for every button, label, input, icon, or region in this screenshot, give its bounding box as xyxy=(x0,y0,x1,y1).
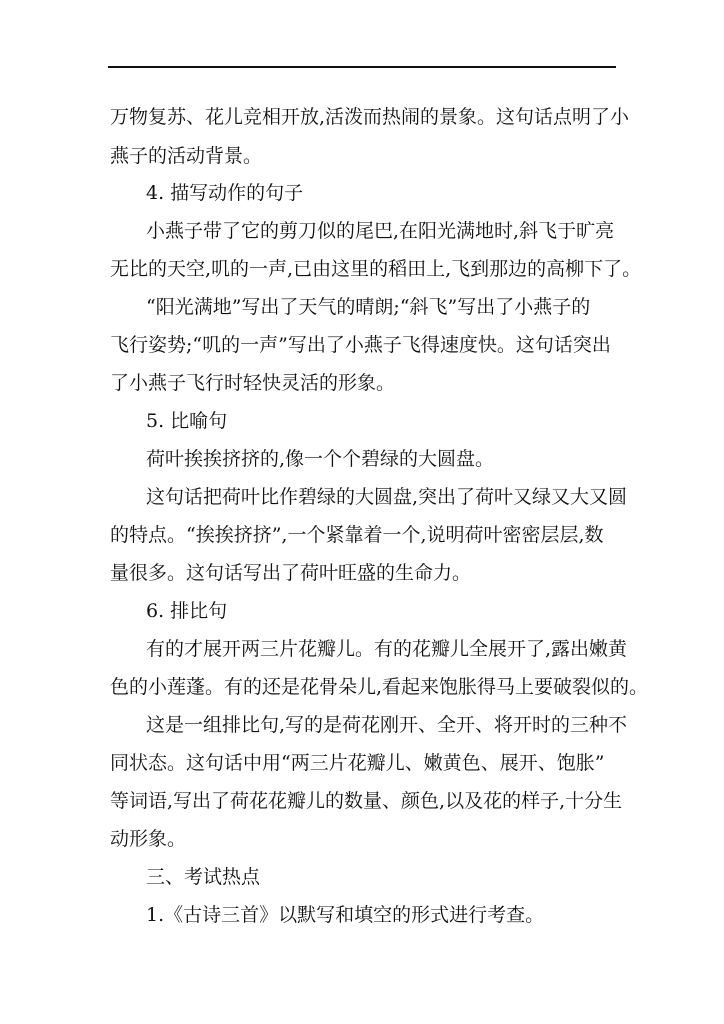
text-line: 了小燕子飞行时轻快灵活的形象。 xyxy=(110,372,396,394)
header-rule xyxy=(108,66,616,68)
text-line: 这句话把荷叶比作碧绿的大圆盘,突出了荷叶又绿又大又圆 xyxy=(146,486,628,508)
text-line: 这是一组排比句,写的是荷花刚开、全开、将开时的三种不 xyxy=(146,714,628,736)
text-line: 同状态。这句话中用“两三片花瓣儿、嫩黄色、展开、饱胀” xyxy=(110,752,605,774)
text-line: 有的才展开两三片花瓣儿。有的花瓣儿全展开了,露出嫩黄 xyxy=(146,638,628,660)
text-line: 荷叶挨挨挤挤的,像一个个碧绿的大圆盘。 xyxy=(146,448,495,470)
text-line: 飞行姿势;“叽的一声”写出了小燕子飞得速度快。这句话突出 xyxy=(110,334,611,356)
text-line: 1.《古诗三首》以默写和填空的形式进行考查。 xyxy=(146,904,545,926)
text-line: 量很多。这句话写出了荷叶旺盛的生命力。 xyxy=(110,562,472,584)
text-line: 等词语,写出了荷花花瓣儿的数量、颜色,以及花的样子,十分生 xyxy=(110,790,623,812)
text-line: 的特点。“挨挨挤挤”,一个紧靠着一个,说明荷叶密密层层,数 xyxy=(110,524,604,546)
text-line: 万物复苏、花儿竞相开放,活泼而热闹的景象。这句话点明了小 xyxy=(110,106,630,128)
text-line: 小燕子带了它的剪刀似的尾巴,在阳光满地时,斜飞于旷亮 xyxy=(146,220,615,242)
section-heading: 6. 排比句 xyxy=(146,600,228,622)
section-heading: 三、考试热点 xyxy=(146,866,261,888)
text-line: 无比的天空,叽的一声,已由这里的稻田上,飞到那边的高柳下了。 xyxy=(110,258,642,280)
text-line: 动形象。 xyxy=(110,828,187,850)
text-line: 色的小莲蓬。有的还是花骨朵儿,看起来饱胀得马上要破裂似的。 xyxy=(110,676,649,698)
section-heading: 4. 描写动作的句子 xyxy=(146,182,304,204)
text-line: 燕子的活动背景。 xyxy=(110,145,263,167)
text-line: “阳光满地”写出了天气的晴朗;“斜飞”写出了小燕子的 xyxy=(146,296,591,318)
section-heading: 5. 比喻句 xyxy=(146,410,228,432)
